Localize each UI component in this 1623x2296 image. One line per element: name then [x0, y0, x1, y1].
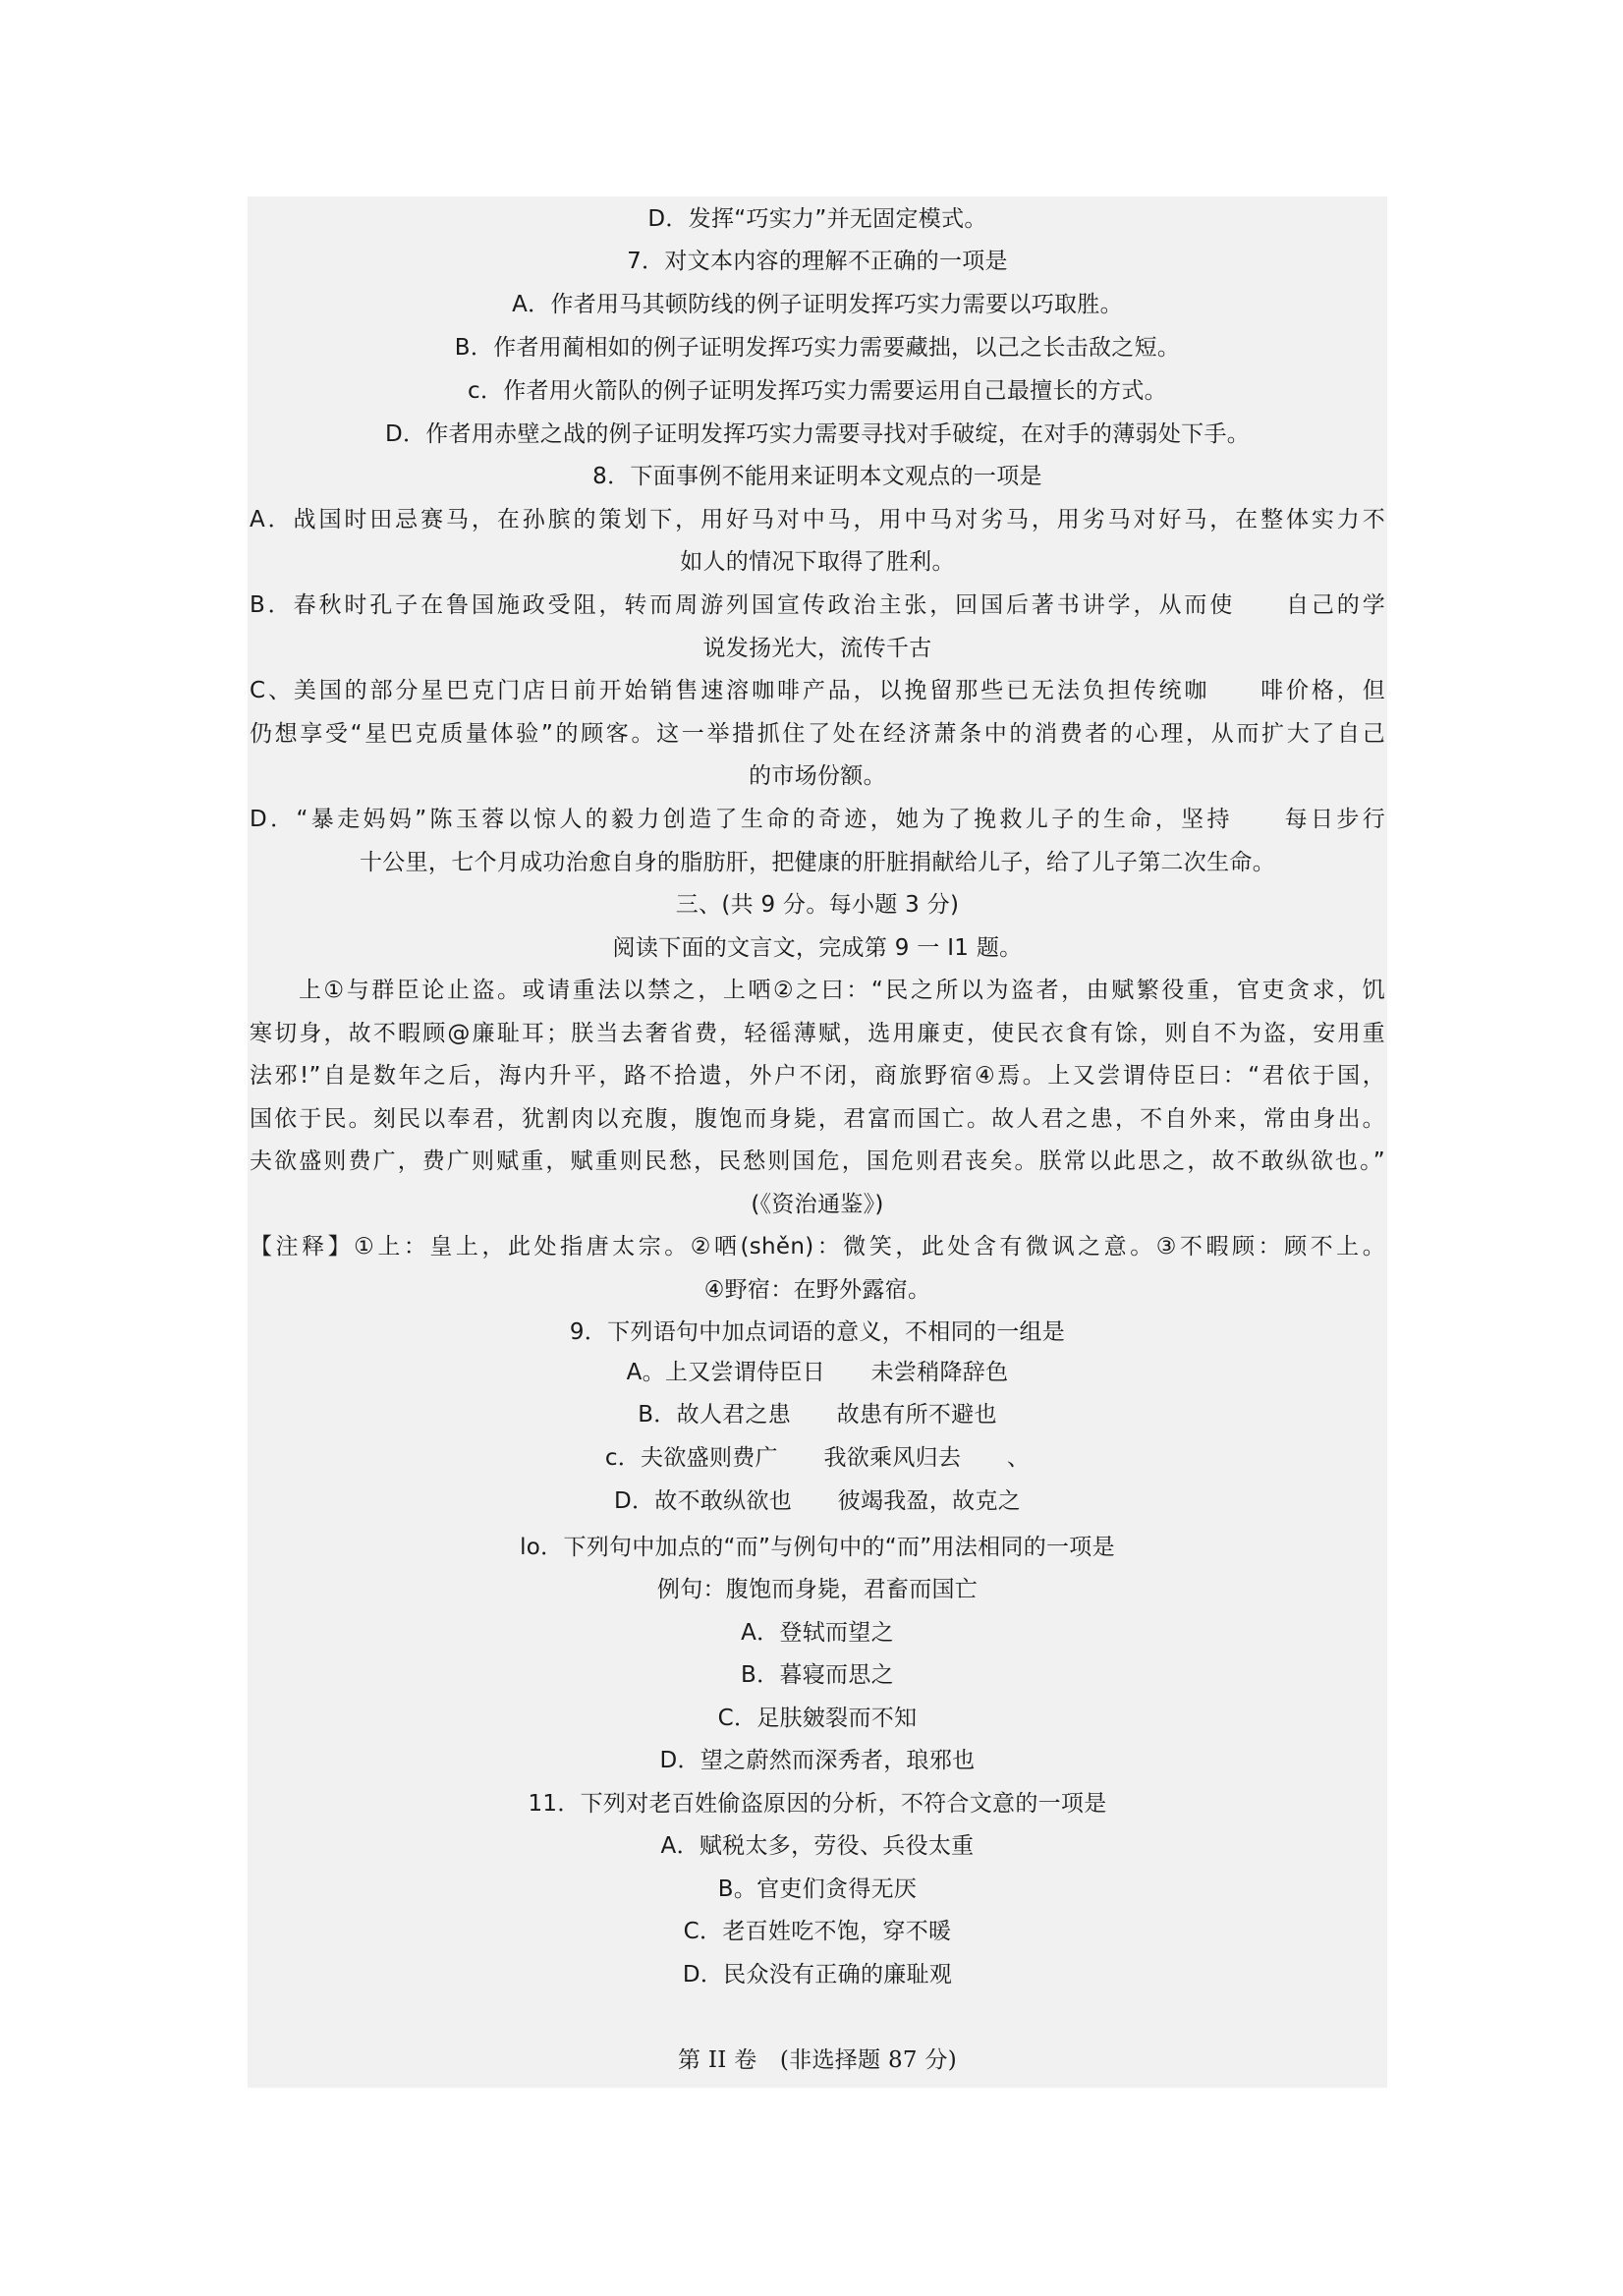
notes-line-1: 【注释】①上：皇上，此处指唐太宗。②哂(shěn)：微笑，此处含有微讽之意。③不暇顾：顾不上。: [250, 1234, 1385, 1260]
notes-line-2: ④野宿：在野外露宿。: [703, 1277, 931, 1303]
option-a-q11: A．赋税太多，劳役、兵役太重: [660, 1833, 975, 1859]
option-a-q8-line2: 如人的情况下取得了胜利。: [680, 549, 955, 575]
section-3-instruction: 阅读下面的文言文，完成第 9 一 I1 题。: [612, 935, 1023, 961]
passage-line-3: 法邪!”自是数年之后，海内升平，路不拾遗，外户不闭，商旅野宿④焉。上又尝谓侍臣曰：“君依于国，: [250, 1063, 1385, 1089]
option-b-q8-line1: B．春秋时孔子在鲁国施政受阻，转而周游列国宣传政治主张，回国后著书讲学，从而使 自己的学: [250, 592, 1385, 618]
option-d-q11: D．民众没有正确的廉耻观: [682, 1962, 953, 1988]
option-c-q8-line3: 的市场份额。: [749, 763, 886, 789]
passage-line-2: 寒切身，故不暇顾@廉耻耳；朕当去奢省费，轻徭薄赋，选用廉吏，使民衣食有馀，则自不为盗，安用重: [250, 1021, 1385, 1046]
question-10: lo．下列句中加点的“而”与例句中的“而”用法相同的一项是: [520, 1535, 1115, 1560]
option-b-q11: B。官吏们贪得无厌: [717, 1876, 918, 1902]
question-9: 9．下列语句中加点词语的意义，不相同的一组是: [569, 1319, 1066, 1345]
option-c-q11: C．老百姓吃不饱，穿不暖: [683, 1919, 952, 1944]
option-b-q10: B．暮寝而思之: [741, 1662, 894, 1688]
option-b-q9: B．故人君之患 故患有所不避也: [638, 1402, 997, 1428]
part-2-heading: 第 II 卷 (非选择题 87 分): [677, 2047, 958, 2073]
option-a-q10: A．登轼而望之: [741, 1620, 894, 1646]
option-d-q10: D．望之蔚然而深秀者，琅邪也: [659, 1748, 976, 1773]
option-a-q7: A．作者用马其顿防线的例子证明发挥巧实力需要以巧取胜。: [512, 292, 1123, 317]
option-d-q7: D．作者用赤壁之战的例子证明发挥巧实力需要寻找对手破绽，在对手的薄弱处下手。: [384, 421, 1251, 447]
option-d-q9: D．故不敢纵欲也 彼竭我盈，故克之: [613, 1488, 1022, 1514]
option-a-q9: A。上又尝谓侍臣日 未尝稍降辞色: [626, 1360, 1009, 1385]
option-d-q6: D．发挥“巧实力”并无固定模式。: [647, 206, 987, 232]
section-3-heading: 三、(共 9 分。每小题 3 分): [675, 892, 960, 918]
example-sentence-q10: 例句：腹饱而身毙，君畜而国亡: [656, 1577, 979, 1602]
question-8: 8．下面事例不能用来证明本文观点的一项是: [592, 464, 1042, 489]
option-c-q7: c．作者用火箭队的例子证明发挥巧实力需要运用自己最擅长的方式。: [468, 378, 1167, 404]
option-c-q9: c．夫欲盛则费广 我欲乘风归去 、: [604, 1445, 1031, 1471]
exam-sheet: [248, 196, 1387, 2088]
passage-line-5: 夫欲盛则费广，费广则赋重，赋重则民愁，民愁则国危，国危则君丧矣。朕常以此思之，故不敢纵欲也。”: [250, 1148, 1385, 1174]
option-d-q8-line1: D．“暴走妈妈”陈玉蓉以惊人的毅力创造了生命的奇迹，她为了挽救儿子的生命，坚持 每日步行: [250, 807, 1385, 832]
passage-line-1: 上①与群臣论止盗。或请重法以禁之，上哂②之曰：“民之所以为盗者，由赋繁役重，官吏贪求，饥: [299, 978, 1385, 1003]
passage-source: (《资治通鉴》): [751, 1192, 884, 1217]
question-11: 11．下列对老百姓偷盗原因的分析，不符合文意的一项是: [528, 1791, 1107, 1817]
option-c-q10: C．足肤皴裂而不知: [717, 1706, 918, 1731]
option-c-q8-line2: 仍想享受“星巴克质量体验”的顾客。这一举措抓住了处在经济萧条中的消费者的心理，从而扩大了自己: [250, 721, 1385, 747]
option-a-q8-line1: A．战国时田忌赛马，在孙膑的策划下，用好马对中马，用中马对劣马，用劣马对好马，在整体实力不: [250, 507, 1385, 532]
question-7: 7．对文本内容的理解不正确的一项是: [627, 249, 1008, 274]
option-b-q8-line2: 说发扬光大，流传千古: [702, 636, 932, 661]
passage-line-4: 国依于民。刻民以奉君，犹割肉以充腹，腹饱而身毙，君富而国亡。故人君之患，不自外来，常由身出。: [250, 1106, 1385, 1132]
option-b-q7: B．作者用蔺相如的例子证明发挥巧实力需要藏拙，以己之长击敌之短。: [454, 335, 1181, 361]
option-c-q8-line1: C、美国的部分星巴克门店日前开始销售速溶咖啡产品，以挽留那些已无法负担传统咖 啡价格，但: [250, 678, 1385, 703]
option-d-q8-line2: 十公里，七个月成功治愈自身的脂肪肝，把健康的肝脏捐献给儿子，给了儿子第二次生命。: [360, 850, 1275, 875]
